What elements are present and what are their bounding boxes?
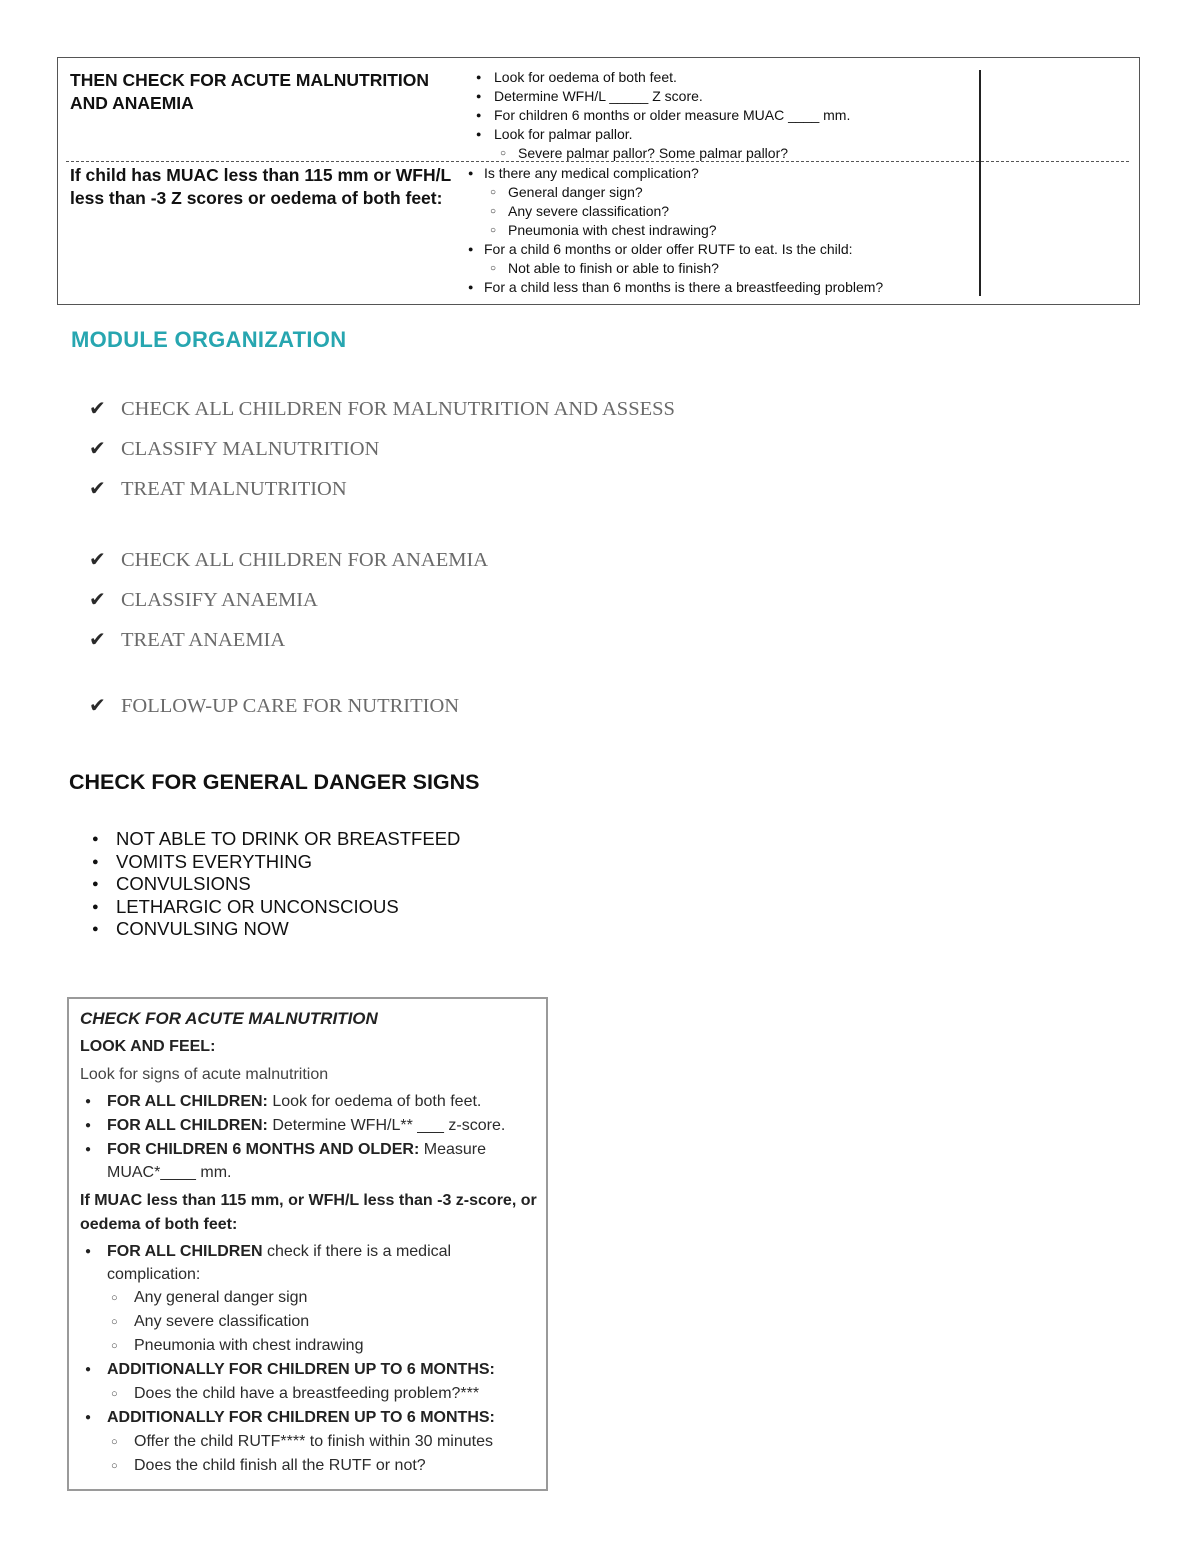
acute-malnutrition-box [67,997,548,1491]
list-item: ● Is there any medical complication? [468,164,968,183]
checkmark-icon: ✔ [89,476,106,500]
list-item: ○ General danger sign? [468,183,968,202]
list-item: ● LETHARGIC OR UNCONSCIOUS [90,896,460,919]
module-item-label: TREAT ANAEMIA [121,629,286,651]
box-intro: Look for signs of acute malnutrition [80,1066,329,1083]
list-item: ● Determine WFH/L _____ Z score. [468,87,968,106]
list-item: ● FOR ALL CHILDREN check if there is a medical complication: [80,1240,540,1286]
list-item: ● CONVULSING NOW [90,918,460,941]
list-item: ○ Does the child finish all the RUTF or not? [80,1454,540,1478]
module-item [89,587,318,612]
list-item: ● ADDITIONALLY FOR CHILDREN UP TO 6 MONTHS: [80,1358,540,1382]
row1-heading: THEN CHECK FOR ACUTE MALNUTRITION AND ANAEMIA [70,70,430,113]
list-item: ○ Any severe classification [80,1310,540,1334]
danger-signs-list [90,828,460,941]
module-organization-title: MODULE ORGANIZATION [71,327,347,352]
box-condition: If MUAC less than 115 mm, or WFH/L less than -3 z-score, or oedema of both feet: [80,1192,537,1233]
row1-list [468,68,968,163]
list-item: ● FOR ALL CHILDREN: Determine WFH/L** ___ z-score. [80,1114,540,1138]
box-subtitle: LOOK AND FEEL: [80,1038,216,1055]
box-title: CHECK FOR ACUTE MALNUTRITION [80,1009,378,1028]
module-item-label: TREAT MALNUTRITION [121,478,347,500]
row2-list [468,164,968,297]
list-item: ○ Any general danger sign [80,1286,540,1310]
module-item [89,693,459,718]
checkmark-icon: ✔ [89,693,106,717]
list-item: ● CONVULSIONS [90,873,460,896]
list-item: ○ Pneumonia with chest indrawing? [468,221,968,240]
list-item: ● Look for oedema of both feet. [468,68,968,87]
box-list-2 [80,1240,540,1478]
list-item: ● NOT ABLE TO DRINK OR BREASTFEED [90,828,460,851]
checkmark-icon: ✔ [89,587,106,611]
module-item-label: CHECK ALL CHILDREN FOR MALNUTRITION AND ASSESS [121,398,675,420]
list-item: ○ Does the child have a breastfeeding problem?*** [80,1382,540,1406]
checkmark-icon: ✔ [89,547,106,571]
list-item: ● For a child less than 6 months is there a breastfeeding problem? [468,278,968,297]
list-item: ● FOR ALL CHILDREN: Look for oedema of both feet. [80,1090,540,1114]
list-item: ● VOMITS EVERYTHING [90,851,460,874]
module-item [89,547,488,572]
danger-signs-title: CHECK FOR GENERAL DANGER SIGNS [69,770,480,794]
checkmark-icon: ✔ [89,627,106,651]
list-item: ○ Offer the child RUTF**** to finish within 30 minutes [80,1430,540,1454]
box-list-1 [80,1090,540,1184]
column-divider [979,70,981,296]
list-item: ● For a child 6 months or older offer RUTF to eat. Is the child: [468,240,968,259]
list-item: ○ Severe palmar pallor? Some palmar pallor? [468,144,968,163]
list-item: ● For children 6 months or older measure MUAC ____ mm. [468,106,968,125]
module-item [89,627,285,652]
checkmark-icon: ✔ [89,396,106,420]
module-item-label: CHECK ALL CHILDREN FOR ANAEMIA [121,549,489,571]
module-item-label: FOLLOW-UP CARE FOR NUTRITION [121,695,460,717]
row2-heading: If child has MUAC less than 115 mm or WFH/L less than -3 Z scores or oedema of both feet: [70,165,451,208]
checkmark-icon: ✔ [89,436,106,460]
list-item: ○ Pneumonia with chest indrawing [80,1334,540,1358]
module-item [89,396,675,421]
list-item: ○ Not able to finish or able to finish? [468,259,968,278]
list-item: ● ADDITIONALLY FOR CHILDREN UP TO 6 MONTHS: [80,1406,540,1430]
list-item: ○ Any severe classification? [468,202,968,221]
module-item [89,476,347,501]
module-item [89,436,379,461]
assessment-table [57,57,1140,305]
module-item-label: CLASSIFY ANAEMIA [121,589,318,611]
list-item: ● FOR CHILDREN 6 MONTHS AND OLDER: Measure MUAC*____ mm. [80,1138,540,1184]
list-item: ● Look for palmar pallor. [468,125,968,144]
module-item-label: CLASSIFY MALNUTRITION [121,438,380,460]
